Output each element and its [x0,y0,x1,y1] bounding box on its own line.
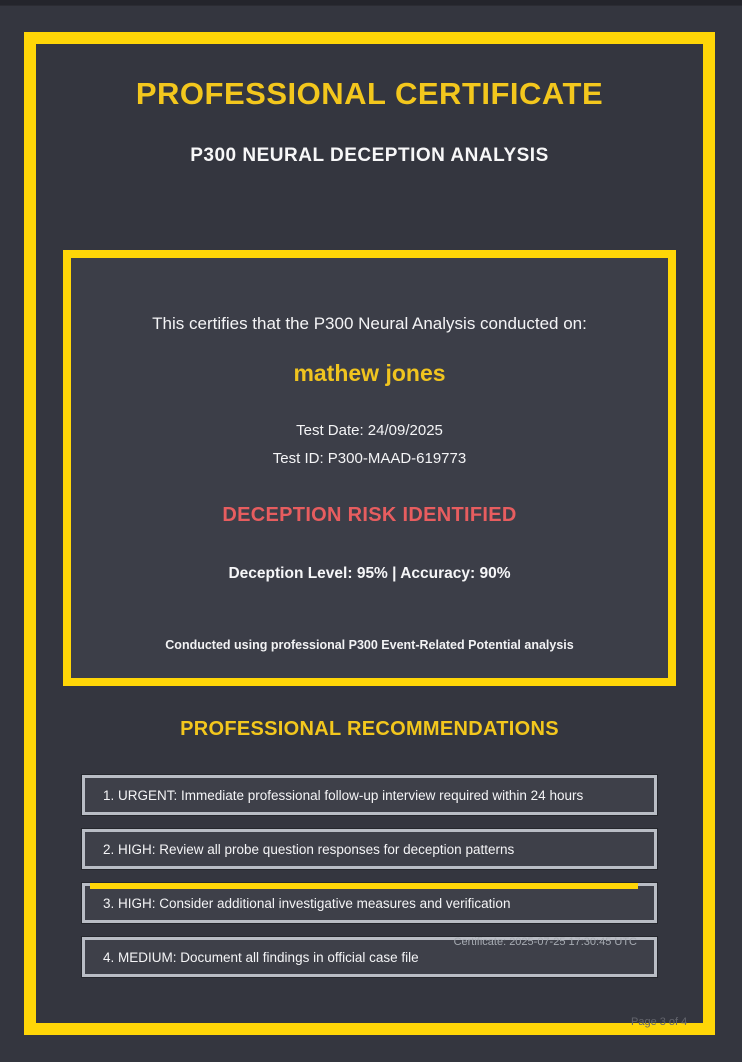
metrics-text: Deception Level: 95% | Accuracy: 90% [228,565,511,582]
certificate-intro-text: This certifies that the P300 Neural Analysis conducted on: [152,314,587,333]
recommendation-text: 2. HIGH: Review all probe question responses for deception patterns [103,841,515,857]
recommendation-text: 4. MEDIUM: Document all findings in official case file [103,949,419,965]
page-title: PROFESSIONAL CERTIFICATE [135,76,604,111]
recommendation-text: 1. URGENT: Immediate professional follow-up interview required within 24 hours [103,787,584,803]
recommendations-heading: PROFESSIONAL RECOMMENDATIONS [180,718,559,740]
test-id: Test ID: P300-MAAD-619773 [272,450,467,467]
page-top-edge [0,0,742,6]
subject-name: mathew jones [293,360,446,386]
recommendation-item-3 [82,883,657,923]
certificate-panel [63,250,676,686]
yellow-accent-strip [90,883,638,889]
recommendation-item-1 [82,775,657,815]
recommendation-text: 3. HIGH: Consider additional investigative measures and verification [103,895,511,911]
page-subtitle: P300 NEURAL DECEPTION ANALYSIS [190,145,549,166]
recommendation-item-2 [82,829,657,869]
verdict-text: DECEPTION RISK IDENTIFIED [222,504,517,526]
page-number: Page 3 of 4 [631,1016,688,1028]
certificate-timestamp: Certificate: 2025-07-25 17:30:45 UTC [453,936,637,948]
method-note: Conducted using professional P300 Event-Related Potential analysis [165,638,574,652]
test-date: Test Date: 24/09/2025 [296,422,443,439]
